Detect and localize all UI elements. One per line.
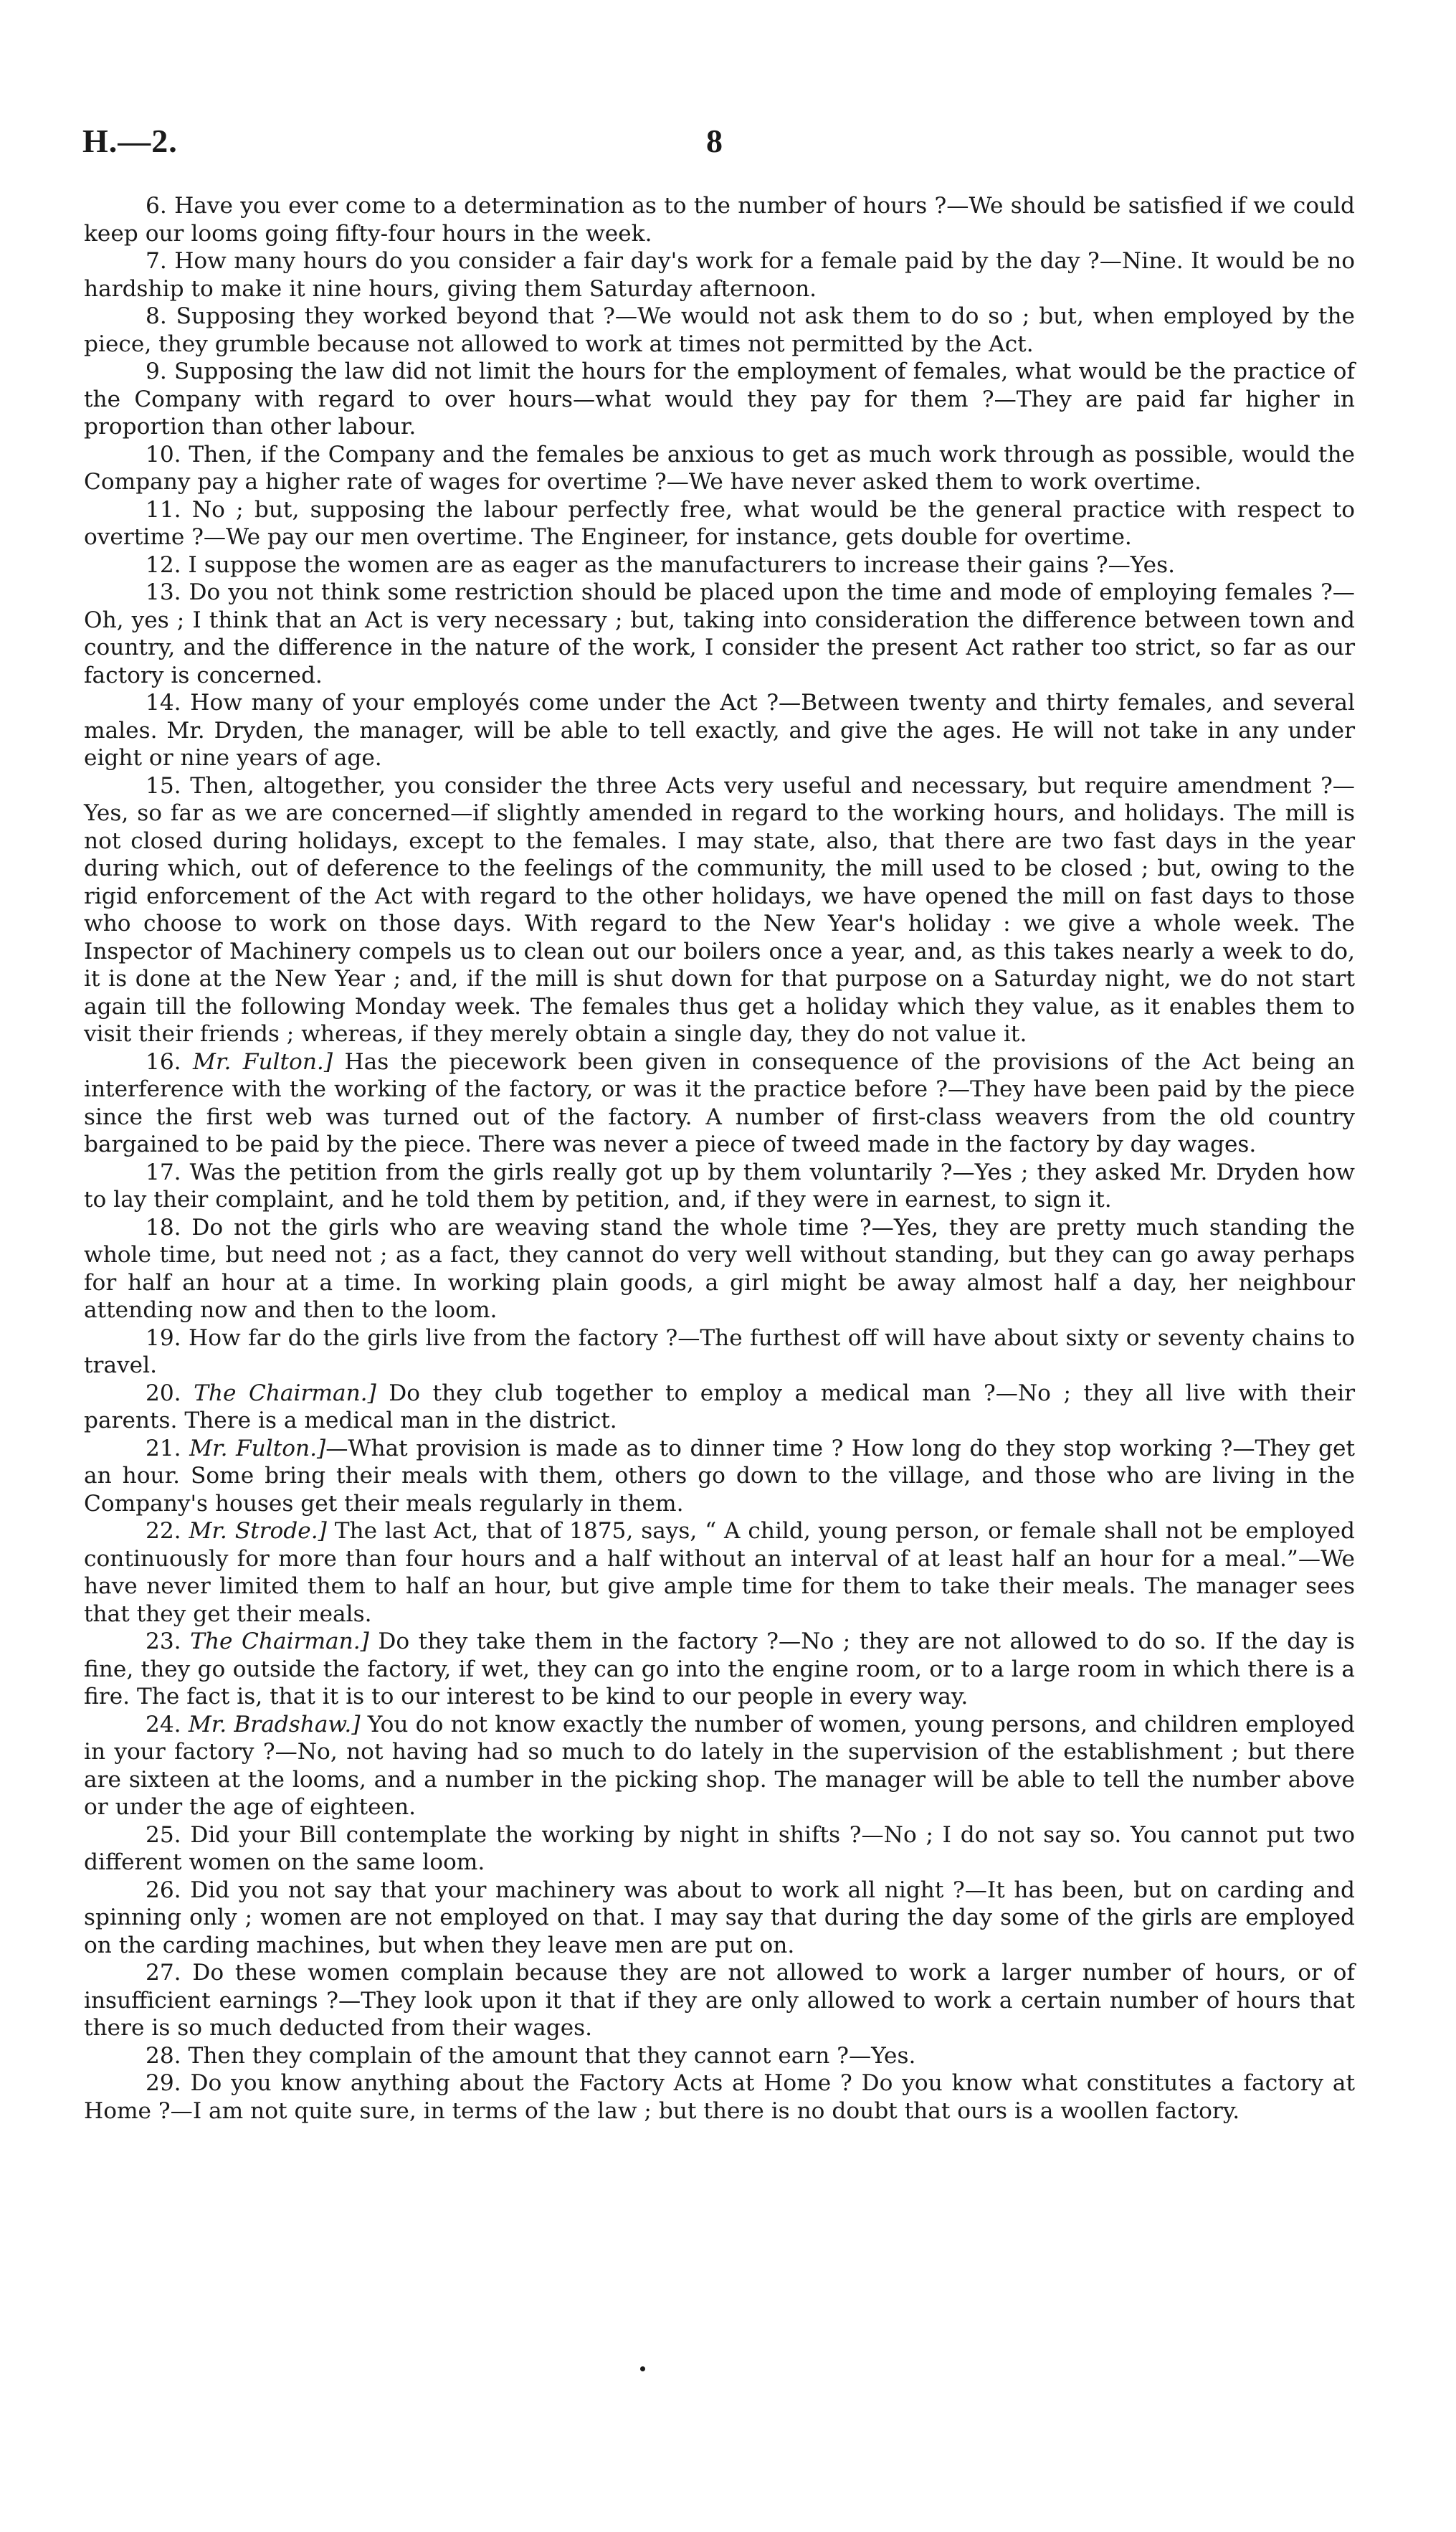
evidence-transcript: [84, 192, 1355, 2125]
question-number: 29.: [146, 2070, 181, 2096]
question-paragraph: [84, 2042, 1355, 2070]
question-number: 10.: [146, 441, 181, 468]
question-number: 27.: [146, 1960, 181, 1986]
speaker-name: Mr. Fulton.]: [193, 1048, 333, 1075]
question-text: No ; but, supposing the labour perfectly free, what would be the general practice with respect to overtime ?—We pay our men overtime. The Engineer, for instance, gets double for overtime.: [84, 496, 1356, 550]
question-number: 13.: [146, 579, 181, 605]
question-number: 6.: [146, 193, 167, 219]
question-text: How many hours do you consider a fair day's work for a female paid by the day ?—Nine. It would be no hardship to make it nine hours, giving them Saturday afternoon.: [84, 248, 1355, 302]
question-text: How many of your employés come under the Act ?—Between twenty and thirty females, and several males. Mr. Dryden, the manager, will be able to tell exactly, and give the ages. He will not take in any under eight or nine years of age.: [84, 690, 1356, 771]
question-text: You do not know exactly the number of women, young persons, and children employed in your factory ?—No, not having had so much to do lately in the supervision of the establishment ; but there are sixteen at the looms, and a number in the picking shop. The manager will be able to tell the number above or under the age of eighteen.: [84, 1711, 1355, 1820]
question-number: 20.: [146, 1380, 181, 1406]
question-number: 9.: [146, 359, 167, 384]
question-number: 26.: [146, 1877, 181, 1903]
question-paragraph: [84, 247, 1355, 303]
question-text: Do these women complain because they are not allowed to work a larger number of hours, or of insufficient earnings ?—They look upon it that if they are only allowed to work a certain number of hours that there is so much deducted from their wages.: [84, 1960, 1355, 2041]
question-text: Was the petition from the girls really got up by them voluntarily ?—Yes ; they asked Mr. Dryden how to lay their complaint, and he told them by petition, and, if they were in earnest, to sign it.: [84, 1159, 1355, 1213]
question-number: 12.: [146, 551, 181, 578]
question-number: 15.: [146, 772, 181, 799]
question-paragraph: [84, 772, 1355, 1048]
question-text: Have you ever come to a determination as to the number of hours ?—We should be satisfied if we could keep our looms going fifty-four hours in the week.: [84, 193, 1355, 247]
question-text: Has the piecework been given in consequence of the provisions of the Act being an interference with the working of the factory, or was it the practice before ?—They have been paid by the piece since the first web was turned out of the factory. A number of first-class weavers from the old country bargained to be paid by the piece. There was never a piece of tweed made in the factory by day wages.: [84, 1048, 1355, 1157]
question-paragraph: [84, 1711, 1355, 1821]
question-paragraph: [84, 358, 1355, 441]
question-text: Do you know anything about the Factory Acts at Home ? Do you know what constitutes a factory at Home ?—I am not quite sure, in terms of the law ; but there is no doubt that ours is a woollen factory.: [84, 2070, 1355, 2124]
question-paragraph: [84, 441, 1355, 496]
question-text: The last Act, that of 1875, says, “ A child, young person, or female shall not be employed continuously for more than four hours and a half without an interval of at least half an hour for a meal.”—We have never limited them to half an hour, but give ample time for them to take their meals. The manager sees that they get their meals.: [84, 1518, 1355, 1627]
question-paragraph: [84, 1517, 1355, 1628]
question-paragraph: [84, 1821, 1355, 1877]
question-text: I suppose the women are as eager as the manufacturers to increase their gains ?—Yes.: [188, 551, 1176, 578]
speaker-name: The Chairman.]: [190, 1628, 369, 1654]
question-number: 21.: [146, 1435, 181, 1461]
question-paragraph: [84, 1048, 1355, 1159]
speaker-name: Mr. Fulton.]: [189, 1435, 326, 1461]
question-text: Do they take them in the factory ?—No ; they are not allowed to do so. If the day is fine, they go outside the factory, if wet, they can go into the engine room, or to a large room in which there is a fire. The fact is, that it is to our interest to be kind to our people in every way.: [84, 1628, 1355, 1710]
question-text: Did you not say that your machinery was about to work all night ?—It has been, but on carding and spinning only ; women are not employed on that. I may say that during the day some of the girls are employed on the carding machines, but when they leave men are put on.: [84, 1877, 1355, 1958]
question-text: How far do the girls live from the factory ?—The furthest off will have about sixty or seventy chains to travel.: [84, 1324, 1355, 1378]
question-number: 24.: [146, 1711, 181, 1737]
document-reference: H.—2.: [82, 123, 178, 159]
question-paragraph: [84, 1159, 1355, 1214]
speaker-name: The Chairman.]: [194, 1380, 376, 1406]
question-paragraph: [84, 1877, 1355, 1960]
question-paragraph: [84, 1435, 1355, 1518]
question-paragraph: [84, 579, 1355, 689]
question-number: 22.: [146, 1518, 181, 1544]
footer-mark: [640, 2366, 645, 2371]
question-paragraph: [84, 303, 1355, 358]
question-number: 14.: [146, 690, 181, 716]
question-text: Do they club together to employ a medical man ?—No ; they all live with their parents. There is a medical man in the district.: [84, 1380, 1355, 1433]
question-number: 17.: [146, 1159, 181, 1185]
question-number: 18.: [146, 1214, 181, 1241]
question-paragraph: [84, 1380, 1355, 1435]
question-text: Supposing the law did not limit the hours for the employment of females, what would be the practice of the Company with regard to over hours—what would they pay for them ?—They are paid far higher in proportion than other labour.: [84, 359, 1355, 440]
question-paragraph: [84, 689, 1355, 772]
question-text: Supposing they worked beyond that ?—We would not ask them to do so ; but, when employed by the piece, they grumble because not allowed to work at times not permitted by the Act.: [84, 303, 1355, 357]
question-text: Then, altogether, you consider the three Acts very useful and necessary, but require amendment ?—Yes, so far as we are concerned—if slightly amended in regard to the working hours, and holidays. The mill is not closed during holidays, except to the females. I may state, also, that there are two fast days in the year during which, out of deference to the feelings of the community, the mill used to be closed ; but, owing to the rigid enforcement of the Act with regard to the other holidays, we have opened the mill on fast days to those who choose to work on those days. With regard to the New Year's holiday : we give a whole week. The Inspector of Machinery compels us to clean out our boilers once a year, and, as this takes nearly a week to do, it is done at the New Year ; and, if the mill is shut down for that purpose on a Saturday night, we do not start again till the following Monday week. The females thus get a holiday which they value, as it enables them to visit their friends ; whereas, if they merely obtain a single day, they do not value it.: [84, 772, 1355, 1047]
question-paragraph: [84, 496, 1355, 551]
question-paragraph: [84, 1214, 1355, 1324]
question-text: Did your Bill contemplate the working by night in shifts ?—No ; I do not say so. You cannot put two different women on the same loom.: [84, 1821, 1355, 1875]
question-paragraph: [84, 551, 1355, 579]
question-text: Do not the girls who are weaving stand the whole time ?—Yes, they are pretty much standing the whole time, but need not ; as a fact, they cannot do very well without standing, but they can go away perhaps for half an hour at a time. In working plain goods, a girl might be away almost half a day, her neighbour attending now and then to the loom.: [84, 1214, 1355, 1323]
question-text: —What provision is made as to dinner time ? How long do they stop working ?—They get an hour. Some bring their meals with them, others go down to the village, and those who are living in the Company's houses get their meals regularly in them.: [84, 1435, 1355, 1517]
question-paragraph: [84, 192, 1355, 247]
question-paragraph: [84, 1324, 1355, 1380]
question-number: 8.: [146, 303, 167, 329]
page-header: [82, 122, 1359, 165]
question-number: 23.: [146, 1628, 181, 1654]
speaker-name: Mr. Bradshaw.]: [188, 1711, 361, 1737]
question-number: 7.: [146, 248, 167, 274]
question-paragraph: [84, 2069, 1355, 2125]
question-text: Do you not think some restriction should be placed upon the time and mode of employing females ?—Oh, yes ; I think that an Act is very necessary ; but, taking into consideration the difference between town and country, and the difference in the nature of the work, I consider the present Act rather too strict, so far as our factory is concerned.: [84, 579, 1355, 688]
question-number: 11.: [146, 496, 181, 523]
page-number: 8: [706, 123, 723, 159]
question-number: 28.: [146, 2042, 181, 2069]
speaker-name: Mr. Strode.]: [189, 1518, 327, 1544]
question-paragraph: [84, 1628, 1355, 1711]
question-number: 25.: [146, 1821, 181, 1848]
question-text: Then, if the Company and the females be anxious to get as much work through as possible, would the Company pay a higher rate of wages for overtime ?—We have never asked them to work overtime.: [84, 441, 1355, 495]
question-number: 19.: [146, 1324, 181, 1351]
question-number: 16.: [146, 1048, 181, 1075]
question-paragraph: [84, 1959, 1355, 2042]
question-text: Then they complain of the amount that they cannot earn ?—Yes.: [188, 2042, 916, 2069]
